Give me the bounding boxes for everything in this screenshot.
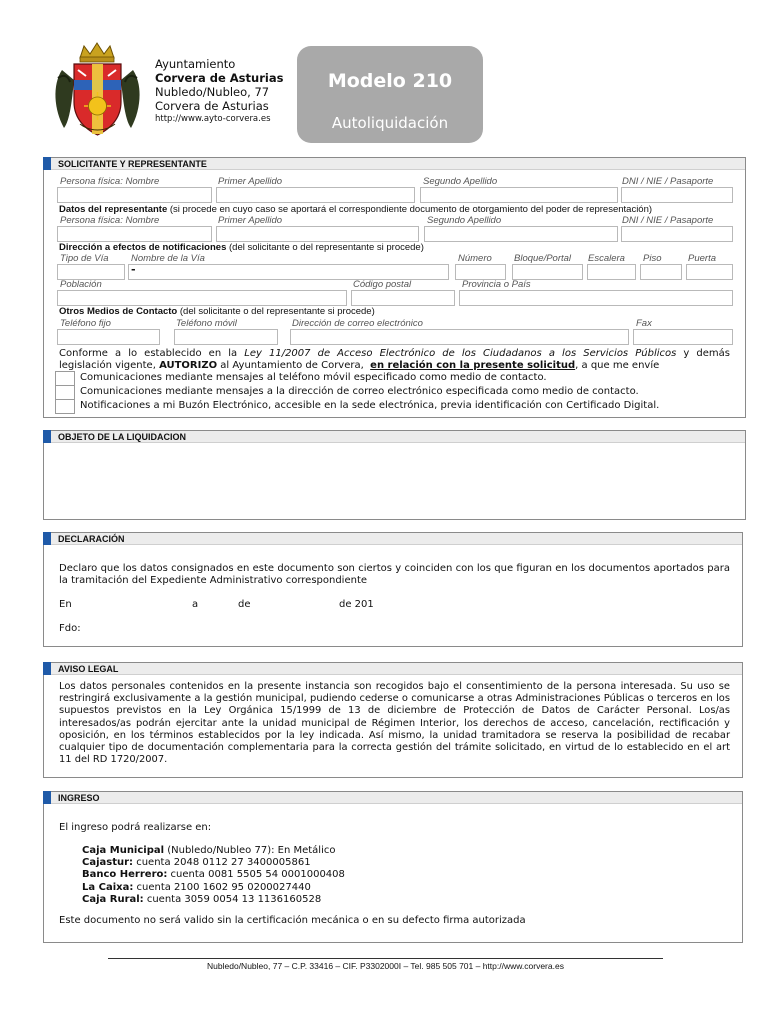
ingreso-name: Caja Municipal xyxy=(82,845,165,856)
declaracion-en: En xyxy=(59,599,72,610)
label-poblacion: Población xyxy=(60,279,102,290)
label-numero: Número xyxy=(458,253,492,264)
contact-note: (del solicitante o del representante si procede) xyxy=(179,306,375,317)
label-apellido1: Primer Apellido xyxy=(218,176,283,187)
checkbox-sms[interactable] xyxy=(55,371,75,386)
coat-of-arms-logo xyxy=(50,40,145,140)
label-bloque: Bloque/Portal xyxy=(514,253,572,264)
org-line-3: Nubledo/Nubleo, 77 xyxy=(155,85,270,99)
label-dni: DNI / NIE / Pasaporte xyxy=(622,176,714,187)
label-tipo-via: Tipo de Vía xyxy=(60,253,109,264)
label-escalera: Escalera xyxy=(588,253,625,264)
ingreso-intro: El ingreso podrá realizarse en: xyxy=(59,822,212,833)
checkbox-buzon[interactable] xyxy=(55,399,75,414)
input-nombre[interactable] xyxy=(57,187,212,203)
consent-text-1: Conforme a lo establecido en la xyxy=(59,348,238,359)
checkbox-email[interactable] xyxy=(55,385,75,400)
section-title-ingreso: INGRESO xyxy=(58,793,100,803)
input-bloque[interactable] xyxy=(512,264,583,280)
consent-text-5: , a que me envíe xyxy=(575,360,660,371)
input-email[interactable] xyxy=(290,329,629,345)
label-fax: Fax xyxy=(636,318,652,329)
ingreso-detail: cuenta 0081 5505 54 0001000408 xyxy=(167,869,345,881)
footer-rule xyxy=(108,958,663,959)
rep-label-dni: DNI / NIE / Pasaporte xyxy=(622,215,714,226)
option-email: Comunicaciones mediante mensajes a la dirección de correo electrónico especificada como medio de contacto. xyxy=(80,386,639,397)
rep-note: (si procede en cuyo caso se aportará el correspondiente documento de otorgamiento del poder de representación) xyxy=(169,204,653,215)
org-info xyxy=(155,57,295,125)
rep-label-nombre: Persona física: Nombre xyxy=(60,215,160,226)
ingreso-detail: cuenta 2048 0112 27 3400005861 xyxy=(133,857,311,869)
ingreso-detail: cuenta 2100 1602 95 0200027440 xyxy=(133,881,311,893)
label-provincia: Provincia o País xyxy=(462,279,531,290)
declaracion-de1: de xyxy=(238,599,251,610)
section-title-solicitante: SOLICITANTE Y REPRESENTANTE xyxy=(58,159,207,169)
consent-line-1 xyxy=(59,348,730,360)
declaracion-a: a xyxy=(192,599,199,610)
input-numero[interactable] xyxy=(455,264,506,280)
input-codigo-postal[interactable] xyxy=(351,290,455,306)
label-codigo-postal: Código postal xyxy=(353,279,412,290)
ingreso-note: Este documento no será valido sin la certificación mecánica o en su defecto firma autorizada xyxy=(59,915,526,926)
rep-input-nombre[interactable] xyxy=(57,226,212,242)
input-apellido2[interactable] xyxy=(420,187,618,203)
list-item xyxy=(82,845,345,857)
input-fax[interactable] xyxy=(633,329,733,345)
label-nombre-via: Nombre de la Vía xyxy=(131,253,205,264)
section-title-aviso: AVISO LEGAL xyxy=(58,664,119,674)
label-telefono-movil: Teléfono móvil xyxy=(176,318,237,329)
contact-heading-line xyxy=(59,306,375,317)
option-sms: Comunicaciones mediante mensajes al teléfono móvil especificado como medio de contacto. xyxy=(80,372,547,383)
contact-heading: Otros Medios de Contacto xyxy=(59,306,178,317)
addr-heading-line xyxy=(59,242,424,253)
declaracion-fdo: Fdo: xyxy=(59,623,81,634)
consent-relacion: en relación con la presente solicitud xyxy=(370,360,576,371)
list-item xyxy=(82,857,345,869)
label-nombre: Persona física: Nombre xyxy=(60,176,160,187)
label-piso: Piso xyxy=(643,253,662,264)
declaracion-de2: de 201 xyxy=(339,599,374,610)
input-apellido1[interactable] xyxy=(216,187,415,203)
model-title: Modelo 210 xyxy=(327,70,453,92)
input-telefono-movil[interactable] xyxy=(174,329,278,345)
input-tipo-via[interactable] xyxy=(57,264,125,280)
consent-text-3: legislación vigente, xyxy=(59,360,156,371)
ingreso-list xyxy=(82,845,345,906)
input-nombre-via[interactable] xyxy=(128,264,449,280)
rep-label-apellido1: Primer Apellido xyxy=(218,215,283,226)
rep-heading: Datos del representante xyxy=(59,204,168,215)
ingreso-name: Cajastur: xyxy=(82,857,134,869)
consent-text-2: y demás xyxy=(683,348,730,359)
org-line-1: Ayuntamiento xyxy=(155,57,236,71)
label-apellido2: Segundo Apellido xyxy=(423,176,498,187)
section-objeto[interactable] xyxy=(43,430,746,520)
option-buzon: Notificaciones a mi Buzón Electrónico, accesible en la sede electrónica, previa identificación con Certificado Digital. xyxy=(80,400,660,411)
declaracion-text: Declaro que los datos consignados en este documento son ciertos y coinciden con los que figuran en los documentos aportados para la tramitación del Expediente Administrativo correspondiente xyxy=(59,563,730,587)
addr-heading: Dirección a efectos de notificaciones xyxy=(59,242,227,253)
ingreso-detail: cuenta 3059 0054 13 1136160528 xyxy=(143,893,322,905)
label-email: Dirección de correo electrónico xyxy=(292,318,423,329)
ingreso-name: Banco Herrero: xyxy=(82,869,168,881)
rep-input-apellido2[interactable] xyxy=(424,226,618,242)
section-declaracion xyxy=(43,532,743,647)
input-escalera[interactable] xyxy=(587,264,636,280)
consent-law: Ley 11/2007 de Acceso Electrónico de los Ciudadanos a los Servicios Públicos xyxy=(244,348,677,359)
label-puerta: Puerta xyxy=(688,253,716,264)
section-title-declaracion: DECLARACIÓN xyxy=(58,534,125,544)
org-line-4: Corvera de Asturias xyxy=(155,99,269,113)
input-piso[interactable] xyxy=(640,264,682,280)
rep-label-apellido2: Segundo Apellido xyxy=(427,215,502,226)
org-line-2: Corvera de Asturias xyxy=(155,71,284,85)
list-item xyxy=(82,882,345,894)
input-provincia[interactable] xyxy=(459,290,733,306)
label-telefono-fijo: Teléfono fijo xyxy=(60,318,111,329)
input-nombre-via-value: - xyxy=(131,263,136,276)
input-puerta[interactable] xyxy=(686,264,733,280)
footer-text: Nubledo/Nubleo, 77 – C.P. 33416 – CIF. P3302000I – Tel. 985 505 701 – http://www.corvera.es xyxy=(207,961,564,971)
rep-heading-line xyxy=(59,204,652,215)
ingreso-name: La Caixa: xyxy=(82,881,134,893)
addr-note: (del solicitante o del representante si procede) xyxy=(229,242,424,253)
input-poblacion[interactable] xyxy=(57,290,347,306)
rep-input-dni[interactable] xyxy=(621,226,733,242)
ingreso-detail: (Nubledo/Nubleo 77): En Metálico xyxy=(164,845,336,856)
model-subtitle: Autoliquidación xyxy=(331,114,449,132)
consent-line-2 xyxy=(59,360,730,372)
consent-autorizo: AUTORIZO xyxy=(159,360,218,371)
model-box xyxy=(297,46,483,143)
list-item xyxy=(82,894,345,906)
ingreso-name: Caja Rural: xyxy=(82,893,144,905)
input-telefono-fijo[interactable] xyxy=(57,329,160,345)
aviso-text: Los datos personales contenidos en la presente instancia son recogidos bajo el consentimiento de la persona interesada. Su uso se restringirá exclusivamente a la gestión municipal, pudiendo cederse o comunicarse a otras Administraciones Públicas o terceros en los supuestos previstos en la Ley Orgánica 15/1999 de 13 de diciembre de Protección de Datos de Carácter Personal. Los/as interesados/as podrán ejercitar ante la unidad municipal de Régimen Interior, los derechos de acceso, cancelación, rectificación y oposición, en los términos establecidos por la ley indicada. Así mismo, la unidad tramitadora se reserva la posibilidad de recabar cualquier tipo de documentación complementaria para la correcta gestión del trámite solicitado, en virtud de lo establecido en el art 11 del RD 1720/2007. xyxy=(59,681,730,766)
rep-input-apellido1[interactable] xyxy=(216,226,419,242)
section-title-objeto: OBJETO DE LA LIQUIDACION xyxy=(58,432,187,442)
input-dni[interactable] xyxy=(621,187,733,203)
list-item xyxy=(82,869,345,881)
consent-text-4: al Ayuntamiento de Corvera, xyxy=(220,360,364,371)
org-url[interactable]: http://www.ayto-corvera.es xyxy=(155,114,271,124)
